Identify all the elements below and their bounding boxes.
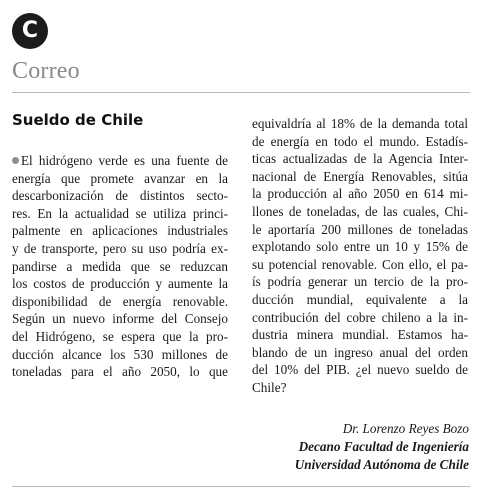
article-column-right <box>252 115 468 397</box>
bottom-divider <box>12 486 470 487</box>
paragraph-line: palmente en aplicaciones industriales <box>12 223 228 239</box>
paragraph-line: ducción mundial, equivalente a la <box>252 291 468 307</box>
paragraph-line: llones de toneladas, de las cuales, Chi- <box>252 203 468 219</box>
signature-organization: Universidad Autónoma de Chile <box>294 457 469 472</box>
paragraph-line: ticas actualizadas de la Agencia Inter- <box>252 151 468 167</box>
paragraph-line: del 10% del PIB. ¿el nuevo sueldo de <box>252 362 468 378</box>
paragraph-line: blando de un ingreso anual del orden <box>252 344 468 360</box>
signature-role: Decano Facultad de Ingeniería <box>298 439 469 454</box>
section-title: Correo <box>12 58 80 84</box>
paragraph-line: su potencial renovable. Con ello, el pa- <box>252 256 468 272</box>
top-divider <box>12 92 470 93</box>
paragraph-line: El hidrógeno verde es una fuente de <box>12 152 228 170</box>
article-column-left <box>12 152 228 381</box>
paragraph-line: Chile? <box>252 379 287 395</box>
paragraph-line: Según un nuevo informe del Consejo <box>12 311 228 327</box>
paragraph-line: ducción alcance los 530 millones de <box>12 346 228 362</box>
paragraph-line: nacional de Energía Renovables, sitúa <box>252 168 468 184</box>
paragraph-line: los costos de producción y aumente la <box>12 276 228 292</box>
paragraph-line: toneladas para el año 2050, lo que <box>12 364 228 380</box>
paragraph-line: de energía en todo el mundo. Estadís- <box>252 133 468 149</box>
paragraph-line: contribución del cobre chileno a la in- <box>252 309 468 325</box>
paragraph-line: energía que promete avanzar en la <box>12 170 228 186</box>
paragraph-line: explotando solo entre un 10 y 15% de <box>252 239 468 255</box>
signature-name: Dr. Lorenzo Reyes Bozo <box>342 421 469 436</box>
bullet-icon <box>12 157 19 164</box>
section-badge: C <box>12 13 48 49</box>
paragraph-line: y de transporte, pero su uso podría ex- <box>12 240 228 256</box>
article-headline: Sueldo de Chile <box>12 111 144 129</box>
paragraph-line: disponibilidad de energía renovable. <box>12 293 228 309</box>
paragraph-line: pandirse a medida que se reduzcan <box>12 258 228 274</box>
paragraph-line: del Hidrógeno, se espera que la pro- <box>12 328 228 344</box>
paragraph-line: la producción al año 2050 en 614 mi- <box>252 186 468 202</box>
paragraph-line: equivaldría al 18% de la demanda total <box>252 116 468 131</box>
paragraph-line: dustria minera mundial. Estamos ha- <box>252 327 468 343</box>
paragraph-line: ís podría generar un tercio de la pro- <box>252 274 468 290</box>
paragraph-line: le aportaría 200 millones de toneladas <box>252 221 468 237</box>
paragraph-line: res. En la actualidad se utiliza princi- <box>12 205 228 221</box>
paragraph-line: descarbonización de distintos secto- <box>12 188 228 204</box>
